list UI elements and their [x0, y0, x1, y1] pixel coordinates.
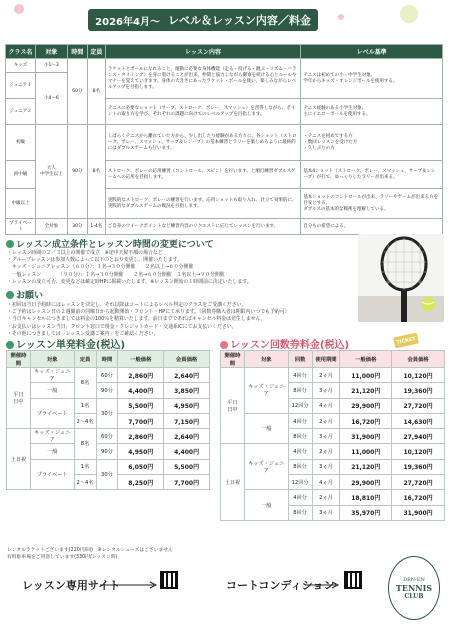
cap-cell: 8名: [74, 429, 96, 460]
table-row: [221, 413, 445, 428]
class-name: プライベート: [6, 219, 36, 235]
time-cell: 2ヵ月: [312, 368, 340, 383]
member-price: 16,720円: [392, 490, 445, 505]
general-price: 7,700円: [118, 413, 164, 428]
tennis-racket-icon: [358, 234, 444, 322]
class-name: 初級: [6, 125, 36, 161]
capacity: 1-4名: [87, 219, 105, 235]
cap-cell: 4回分: [288, 368, 312, 383]
text-line: ・初回は当日予約時にはレッスンを決定し、それ以降はコートによるレベル判定のクラスをご受講ください。: [7, 302, 247, 308]
cap-cell: 12回分: [288, 475, 312, 490]
text-line: キッズ・ジュニアレッスン（６０分）：１名→３０分開催 ２名以上→６０分開催: [7, 264, 194, 271]
target-cell: 一般: [244, 413, 288, 444]
conditions-text: [7, 250, 355, 286]
section-title: [220, 336, 349, 351]
col-target: 対象: [35, 45, 67, 59]
table-row: [221, 490, 445, 505]
time-cell: 60分: [96, 368, 118, 383]
table-header-row: [221, 351, 445, 368]
target-cell: プライベート: [30, 398, 74, 429]
notes: [7, 547, 217, 561]
target: 小4〜6: [35, 73, 67, 125]
session-cell: 土日祝: [7, 429, 31, 490]
col-general-price: 一般価格: [340, 351, 392, 368]
requests-text: [7, 302, 355, 338]
col-session: 開催時間: [7, 351, 31, 368]
target: 大人 中学生以上: [35, 125, 67, 219]
time-cell: 2ヵ月: [312, 444, 340, 459]
col-time: 時間: [67, 45, 87, 59]
text-line: 一般レッスン （９０分）：１名→３０分開催 ２名→６０分開催 ３名以上→９０分開催: [7, 271, 225, 278]
general-price: 29,900円: [340, 475, 392, 490]
general-price: 31,900円: [340, 429, 392, 444]
banner-year: 2026年4月〜: [95, 16, 160, 28]
cap-cell: 1名: [74, 459, 96, 474]
target: 小1〜3: [35, 59, 67, 73]
table-row: [7, 444, 210, 459]
member-price: 4,950円: [164, 398, 210, 413]
logo-line: TENNIS: [395, 582, 433, 593]
single-price-table: [6, 350, 210, 490]
time-cell: 60分: [96, 429, 118, 444]
member-price: 2,640円: [164, 368, 210, 383]
cap-cell: 8回分: [288, 459, 312, 474]
deco-circle: [338, 14, 344, 20]
member-price: 4,400円: [164, 444, 210, 459]
section-title-text: レッスン成立条件とレッスン時間の変更について: [16, 240, 214, 250]
level-criteria: テニスは初めての小・中学生対象。 学年からキッズ・オレンジボールを使用する。: [301, 59, 443, 99]
deco-circle: [14, 4, 24, 14]
target-cell: キッズ・ジュニア: [244, 368, 288, 414]
table-header-row: [7, 351, 210, 368]
header-banner: [0, 0, 450, 40]
lesson-content: ラケットとボールになれること、運動に必要な身体機能（走る・投げる・跳ぶ・リズム・バランス・タイミング）を身に着けることが出来、仲間と協力しながら御寮を続ける心とルールやマナーを覚えていきます。身体の大きさにあったラケット・ボールを使い、楽しみながらレベルアップを目指します。: [105, 59, 301, 99]
time-cell: 30分: [96, 398, 118, 429]
col-period: 使用期間: [312, 351, 340, 368]
tennis-photo: [358, 234, 444, 322]
note-line: 有料駐車場をご用意しています(330円/レッスン時): [7, 555, 118, 561]
general-price: 18,810円: [340, 490, 392, 505]
table-row: [7, 398, 210, 413]
course-table: [5, 44, 443, 235]
level-criteria: 基本4ショット（ストローク、ボレー、スマッシュ、サーブ＆レシーブ）が打て、ゆっくりしたラリーが出来る。: [301, 161, 443, 189]
table-row: [6, 59, 443, 73]
time-cell: 2ヵ月: [312, 490, 340, 505]
member-price: 10,120円: [392, 444, 445, 459]
cap-cell: 4回分: [288, 413, 312, 428]
banner-title: レベル＆レッスン内容／料金: [167, 14, 311, 27]
session-cell: 土日祝: [221, 444, 245, 520]
class-name: 中級以上: [6, 189, 36, 219]
col-class: クラス名: [6, 45, 36, 59]
general-price: 21,120円: [340, 383, 392, 398]
time-cell: 3ヵ月: [312, 459, 340, 474]
col-count: 回数: [288, 351, 312, 368]
col-member-price: 会員価格: [164, 351, 210, 368]
member-price: 31,900円: [392, 505, 445, 520]
bullet-icon: [6, 341, 14, 349]
level-criteria: 自分もの希望による。: [301, 219, 443, 235]
table-row: [6, 219, 443, 235]
target: 全対象: [35, 219, 67, 235]
general-price: 4,400円: [118, 383, 164, 398]
class-name: キッズ: [6, 59, 36, 73]
table-header-row: [6, 45, 443, 59]
col-content: レッスン内容: [105, 45, 301, 59]
col-level: レベル基準: [301, 45, 443, 59]
general-price: 11,000円: [340, 444, 392, 459]
general-price: 16,720円: [340, 413, 392, 428]
text-line: ・ご予約はレッスン日の２週間前の同曜日から起動開始・フロント・HPにて承ります。（回数券購入者は期限内いつでも予約可）: [7, 309, 290, 316]
lesson-site-text: レッスン専用サイト: [22, 579, 121, 592]
ticket-badge-icon: [393, 333, 419, 349]
arrow-right-icon: [306, 581, 340, 589]
general-price: 35,970円: [340, 505, 392, 520]
target-cell: キッズ・ジュニア: [30, 429, 74, 444]
col-general-price: 一般価格: [118, 351, 164, 368]
member-price: 14,630円: [392, 413, 445, 428]
member-price: 27,720円: [392, 475, 445, 490]
member-price: 27,720円: [392, 398, 445, 413]
table-row: [7, 459, 210, 474]
duration: 30分: [67, 219, 87, 235]
target-cell: 一般: [30, 383, 74, 398]
text-line: ・レッスンの成立可否、変更などは確定時HPに掲載いたします。※レッスン開始の１時間前に決定いたします。: [7, 278, 252, 285]
table-row: [221, 368, 445, 383]
col-capacity: 定員: [87, 45, 105, 59]
table-row: [221, 444, 445, 459]
target-cell: キッズ・ジュニア: [30, 368, 74, 383]
time-cell: 4ヵ月: [312, 398, 340, 413]
time-cell: 3ヵ月: [312, 429, 340, 444]
class-name: ジュニア２: [6, 99, 36, 125]
time-cell: 90分: [96, 383, 118, 398]
cap-cell: 8回分: [288, 505, 312, 520]
bullet-icon: [220, 341, 228, 349]
col-member-price: 会員価格: [392, 351, 445, 368]
deco-tennis-ball-icon: [400, 5, 418, 23]
lesson-content: ストローク、ボレーの応用練習（コントロール、スピン）を行います。と順打練習ダブルスゲームへの応用を目指します。: [105, 161, 301, 189]
table-row: [6, 125, 443, 161]
class-name: ジュニア１: [6, 73, 36, 99]
lesson-content: ご自身のウイークポイントなど練習内容のリクエストに応じてレッスンを行います。: [105, 219, 301, 235]
section-title: [6, 237, 214, 250]
session-cell: 平日 日中: [7, 368, 31, 429]
session-cell: 平日 日中: [221, 368, 245, 444]
bullet-icon: [6, 291, 14, 299]
capacity: 8名: [87, 59, 105, 125]
cap-cell: 1名: [74, 398, 96, 413]
text-line: ・その他につきましては「レッスン受講ご案内」をご確認ください。: [7, 330, 159, 337]
member-price: 5,500円: [164, 459, 210, 474]
cap-cell: 12回分: [288, 398, 312, 413]
general-price: 4,950円: [118, 444, 164, 459]
logo-line: CLUB: [404, 592, 424, 600]
col-session: 開催時間: [221, 351, 245, 368]
page-title: [88, 9, 318, 31]
target-cell: プライベート: [30, 459, 74, 490]
bullet-icon: [6, 240, 14, 248]
general-price: 29,900円: [340, 398, 392, 413]
general-price: 2,860円: [118, 368, 164, 383]
level-criteria: 基本ショットのコントロールが出来、ラリーやゲームが出来る方を目安とする。 ダブルスの基本的な戦術を理解している。: [301, 189, 443, 219]
col-target: 対象: [244, 351, 288, 368]
member-price: 27,940円: [392, 429, 445, 444]
member-price: 7,150円: [164, 413, 210, 428]
col-target: 対象: [30, 351, 74, 368]
text-line: ・お支払いはレッスン当日、フロント窓口で現金・クレジットカード・交通系ICにてお支払いください。: [7, 323, 237, 330]
member-price: 10,120円: [392, 368, 445, 383]
member-price: 7,700円: [164, 475, 210, 490]
member-price: 19,360円: [392, 383, 445, 398]
member-price: 19,360円: [392, 459, 445, 474]
level-criteria: ・テニスを初めてする方 ・数回レッスンを受けた方 ・久しぶりの方: [301, 125, 443, 161]
class-name: 初中級: [6, 161, 36, 189]
duration: 90分: [67, 125, 87, 219]
target-cell: 一般: [244, 490, 288, 521]
cap-cell: 4回分: [288, 444, 312, 459]
general-price: 8,250円: [118, 475, 164, 490]
text-line: ・グループレッスンは参加人数によって以下のとおり変更し、開催いたします。: [7, 257, 183, 264]
time-cell: 3ヵ月: [312, 383, 340, 398]
section-title-text: レッスン単発料金(税込): [16, 340, 126, 351]
col-time: 時間: [96, 351, 118, 368]
cap-cell: 8回分: [288, 429, 312, 444]
general-price: 11,000円: [340, 368, 392, 383]
qr-code-icon[interactable]: [160, 571, 178, 589]
note-line: レンタルラケットございます(220円/回) ※レンタルシューズはございません: [7, 548, 173, 553]
time-cell: 4ヵ月: [312, 475, 340, 490]
lesson-content: しばらくテニスから離れていた方から、少し出したり経験がある方々に。各ショット（ストローク、ボレー、スマッシュ、サーブ＆レシーブ）の基本練習とラリーを楽しめるように最終的にはダブルスゲームも行います。: [105, 125, 301, 161]
table-row: [7, 429, 210, 444]
member-price: 2,640円: [164, 429, 210, 444]
col-capacity: 定員: [74, 351, 96, 368]
duration: 60分: [67, 59, 87, 125]
text-line: ・レッスン時間の２／３以上の開催で成立 ※途中天候不順の場合など: [7, 250, 163, 256]
table-row: [7, 383, 210, 398]
text-line: ・当日キャンセルにつきましては料金の100％を精算いたします。前日までであればキャンセル料金は発生しません。: [7, 316, 266, 323]
target-cell: キッズ・ジュニア: [244, 444, 288, 490]
cap-cell: 2〜4名: [74, 475, 96, 490]
section-title-text: お願い: [16, 291, 44, 301]
time-cell: 30分: [96, 459, 118, 490]
table-row: [7, 368, 210, 383]
capacity: 8名: [87, 125, 105, 219]
section-title: [6, 288, 43, 301]
general-price: 21,120円: [340, 459, 392, 474]
time-cell: 90分: [96, 444, 118, 459]
cap-cell: 8名: [74, 368, 96, 399]
qr-code-icon[interactable]: [344, 571, 362, 589]
cap-cell: 8回分: [288, 383, 312, 398]
time-cell: 3ヵ月: [312, 505, 340, 520]
section-title: [6, 336, 125, 351]
court-condition-text: コートコンディション: [226, 579, 335, 592]
lesson-content: 実践的なストローク、ボレーの練習を行います。応用ショットも取り入れ、仕立て効果的に、実践的なダブルスゲームの戦況を目指します。: [105, 189, 301, 219]
ticket-badge-text: TICKET: [395, 335, 417, 346]
lesson-content: テニスに必要なショット（サーブ、ストローク、ボレー、スマッシュ）を習得しながら、ポイントの取り方を学び、それぞれの課題に向けてのレベルアップを目指します。: [105, 99, 301, 125]
ticket-price-table: [220, 350, 445, 521]
cap-cell: 2〜4名: [74, 413, 96, 428]
general-price: 2,860円: [118, 429, 164, 444]
logo-line: DEN-EN: [403, 576, 425, 583]
club-logo: [388, 556, 440, 620]
section-title-text: レッスン回数券料金(税込): [230, 340, 350, 351]
level-criteria: テニス経験のある小学生対象。 主にイエローボールを使用する。: [301, 99, 443, 125]
cap-cell: 4回分: [288, 490, 312, 505]
time-cell: 2ヵ月: [312, 413, 340, 428]
member-price: 3,850円: [164, 383, 210, 398]
general-price: 5,500円: [118, 398, 164, 413]
target-cell: 一般: [30, 444, 74, 459]
arrow-right-icon: [100, 581, 158, 589]
general-price: 6,050円: [118, 459, 164, 474]
